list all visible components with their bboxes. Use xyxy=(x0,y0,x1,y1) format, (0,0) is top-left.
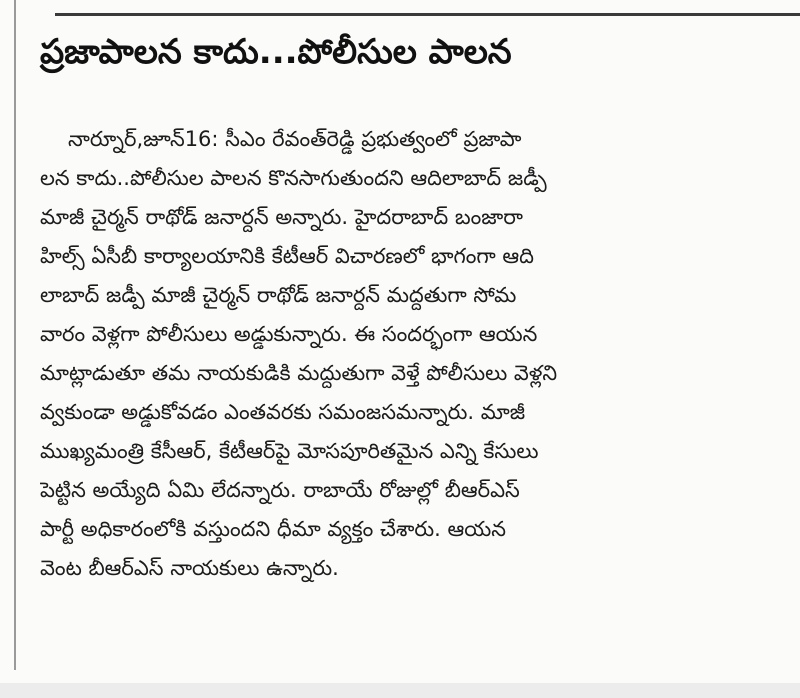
article-line: పెట్టిన అయ్యేది ఏమి లేదన్నారు. రాబాయే రోజుల్లో బీఆర్ఎస్ xyxy=(40,478,520,502)
article-line: వారం వెళ్లగా పోలీసులు అడ్డుకున్నారు. ఈ సందర్భంగా ఆయన xyxy=(40,322,538,346)
article-line: మాట్లాడుతూ తమ నాయకుడికి మద్దుతుగా వెళ్తే పోలీసులు వెళ్లని xyxy=(40,361,558,385)
page-edge xyxy=(0,683,800,698)
article-line: పార్టీ అధికారంలోకి వస్తుందని ధీమా వ్యక్తం చేశారు. ఆయన xyxy=(40,517,507,541)
article-line: నార్నూర్,జూన్16: సీఎం రేవంత్‌రెడ్డి ప్రభుత్వంలో ప్రజాపా xyxy=(68,127,522,151)
article-line: హిల్స్ ఏసీబీ కార్యాలయానికి కేటీఆర్ విచారణలో భాగంగా ఆది xyxy=(40,244,535,268)
headline: ప్రజాపాలన కాదు...పోలీసుల పాలన xyxy=(40,32,512,72)
article-line: వెంట బీఆర్ఎస్ నాయకులు ఉన్నారు. xyxy=(40,556,339,580)
article-line: ముఖ్యమంత్రి కేసీఆర్, కేటీఆర్‌పై మోసపూరితమైన ఎన్ని కేసులు xyxy=(40,439,539,463)
article-body xyxy=(40,120,795,588)
article-line: మాజీ చైర్మన్ రాథోడ్ జనార్దన్ అన్నారు. హైదరాబాద్ బంజారా xyxy=(40,205,523,229)
headline-rule xyxy=(55,13,800,16)
article-line: లన కాదు..పోలీసుల పాలన కొనసాగుతుందని ఆదిలాబాద్ జడ్పీ xyxy=(40,166,547,190)
article-line: లాబాద్ జడ్పీ మాజీ చైర్మన్ రాథోడ్ జనార్దన్ మద్దతుగా సోమ xyxy=(40,283,517,307)
article-line: వ్వకుండా అడ్డుకోవడం ఎంతవరకు సమంజసమన్నారు. మాజీ xyxy=(40,400,526,424)
column-divider xyxy=(14,0,16,670)
